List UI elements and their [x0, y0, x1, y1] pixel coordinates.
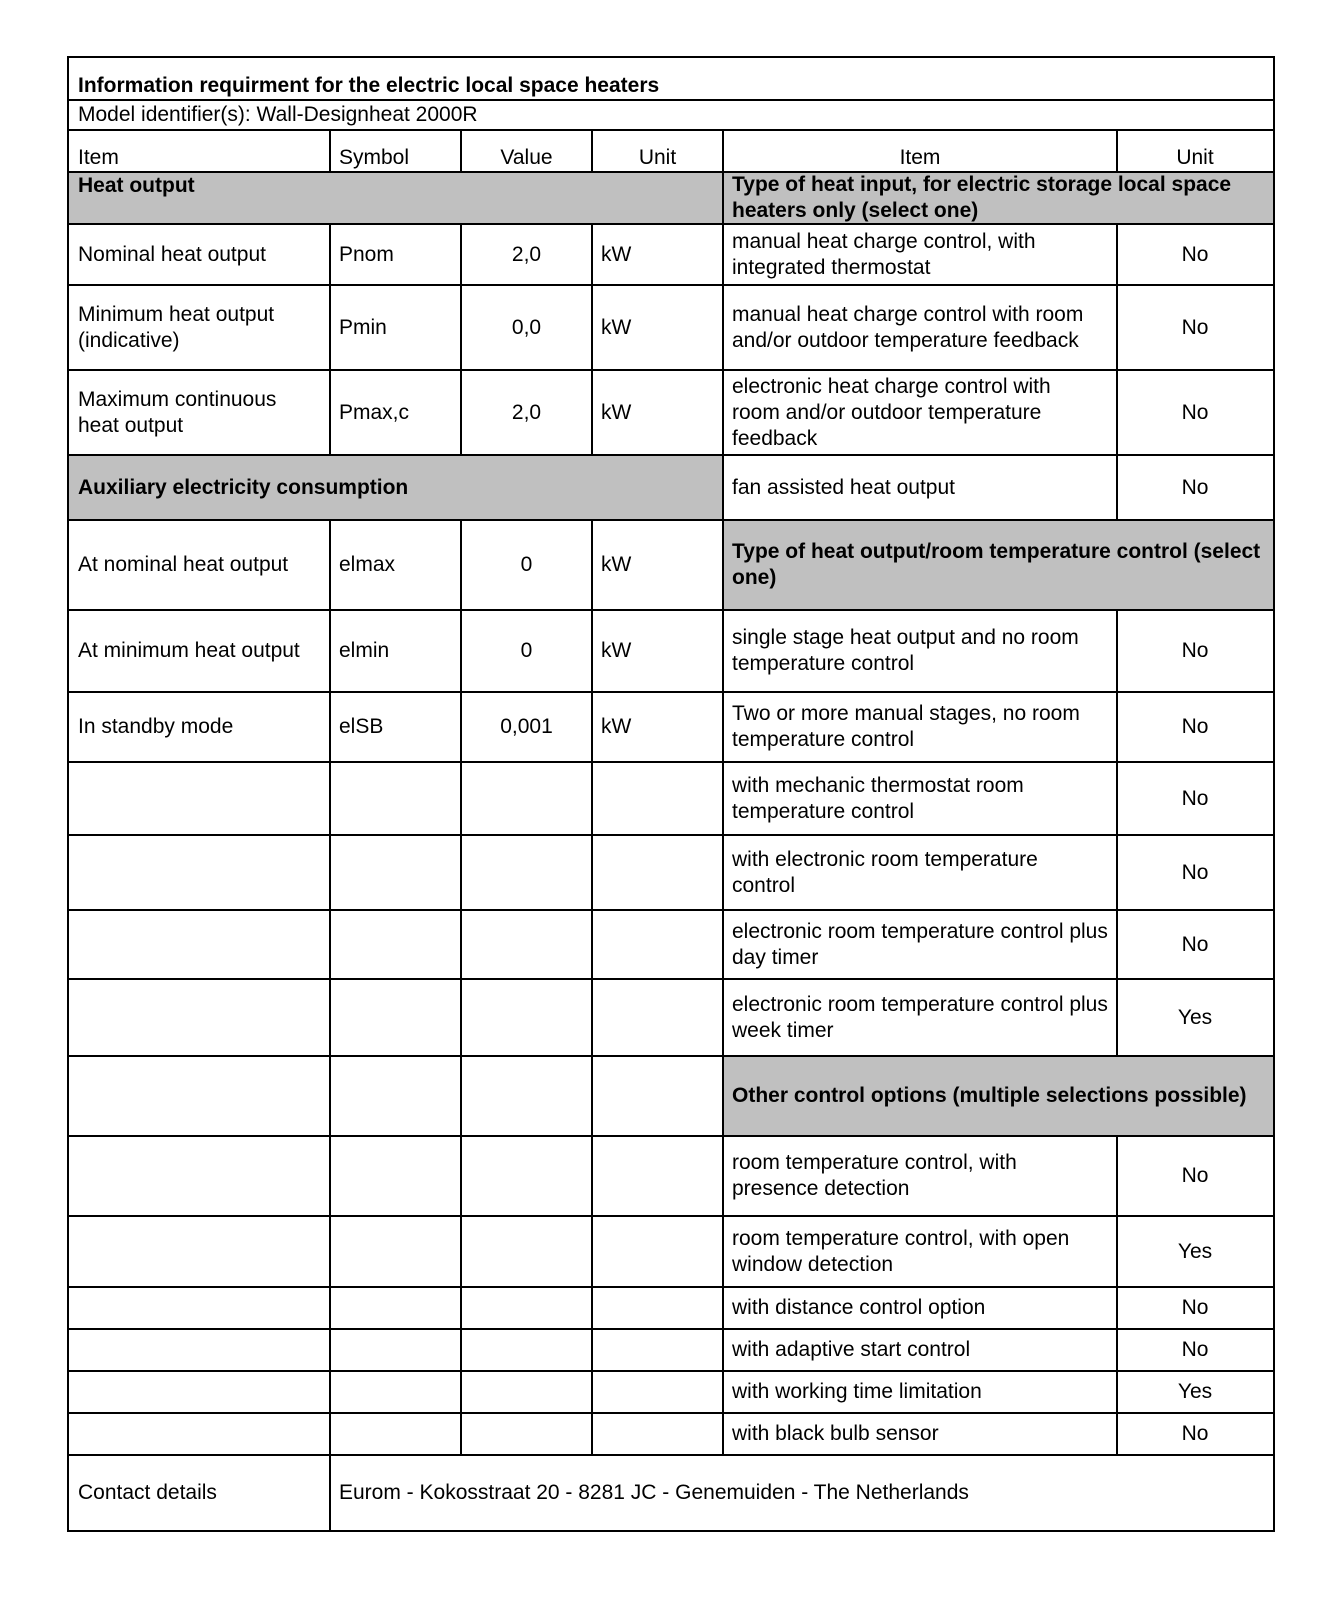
left-symbol: Pnom [339, 242, 394, 266]
right-item: electronic heat charge control with room and/or outdoor temperature feedback [732, 374, 1051, 450]
right-item: with adaptive start control [732, 1338, 971, 1361]
left-item: At minimum heat output [78, 639, 300, 662]
left-symbol: Pmax,c [339, 400, 410, 424]
section-aux: Auxiliary electricity consumption [69, 455, 723, 520]
left-symbol: elSB [339, 715, 384, 738]
left-symbol: Pmin [339, 315, 387, 339]
header-value: Value [500, 146, 553, 169]
table-row [69, 610, 1273, 692]
header-unit: Unit [638, 146, 677, 169]
right-item: with black bulb sensor [732, 1422, 939, 1445]
right-unit: No [1181, 932, 1209, 956]
model-row [69, 100, 1273, 130]
table-row [69, 370, 1273, 455]
grid-line [722, 130, 724, 1455]
grid-line [69, 284, 1273, 286]
grid-line [69, 99, 1273, 101]
section-storage-input: Type of heat input, for electric storage local space heaters only (select one) [723, 172, 1273, 224]
grid-line [1116, 1136, 1118, 1455]
info-table [67, 56, 1275, 1532]
right-unit: No [1181, 1164, 1209, 1187]
right-unit: No [1181, 639, 1209, 662]
grid-line [69, 609, 1273, 611]
grid-line [591, 130, 593, 172]
right-unit: No [1181, 715, 1209, 738]
left-value: 2,0 [511, 242, 542, 266]
right-item: fan assisted heat output [732, 475, 955, 499]
table-row [69, 1136, 1273, 1216]
left-value: 2,0 [511, 400, 542, 424]
grid-line [69, 691, 1273, 693]
grid-line [329, 520, 331, 1530]
right-unit: No [1181, 860, 1209, 884]
header-row [69, 130, 1273, 172]
grid-line [69, 1286, 1273, 1288]
table-row [69, 1371, 1273, 1413]
right-unit: No [1181, 315, 1209, 339]
contact-label: Contact details [78, 1480, 217, 1504]
grid-line [329, 224, 331, 455]
right-unit: No [1181, 1338, 1209, 1361]
header-item: Item [78, 146, 119, 169]
section-other-options: Other control options (multiple selections possible) [723, 1056, 1273, 1136]
grid-line [460, 520, 462, 1455]
contact-row [69, 1455, 1273, 1530]
grid-line [69, 1370, 1273, 1372]
left-unit: kW [601, 400, 632, 424]
grid-line [460, 224, 462, 455]
grid-line [69, 761, 1273, 763]
right-item: with working time limitation [732, 1380, 982, 1403]
right-unit: Yes [1177, 1239, 1213, 1263]
model-identifier: Model identifier(s): Wall-Designheat 2000R [78, 103, 478, 126]
right-unit: No [1181, 786, 1209, 810]
grid-line [69, 519, 1273, 521]
grid-line [69, 1454, 1273, 1456]
left-unit: kW [601, 553, 632, 576]
table-row [69, 762, 1273, 835]
table-row [69, 910, 1273, 979]
left-unit: kW [601, 315, 632, 339]
right-item: with mechanic thermostat room temperature control [732, 773, 1024, 823]
section-heat-output: Heat output [69, 172, 723, 224]
right-item: room temperature control, with open window detection [732, 1226, 1070, 1276]
right-item: Two or more manual stages, no room temperature control [732, 702, 1080, 751]
left-symbol: elmin [339, 639, 390, 662]
contact-value: Eurom - Kokosstraat 20 - 8281 JC - Genemuiden - The Netherlands [339, 1480, 969, 1504]
right-unit: No [1181, 400, 1209, 424]
grid-line [69, 223, 1273, 225]
right-unit: No [1181, 242, 1209, 266]
section-row-3 [69, 1056, 1273, 1136]
left-symbol: elmax [339, 553, 396, 576]
grid-line [69, 834, 1273, 836]
left-item: Maximum continuous heat output [78, 387, 277, 437]
section-row-2 [69, 455, 1273, 520]
grid-line [69, 171, 1273, 173]
right-unit: Yes [1177, 1380, 1213, 1403]
right-unit: Yes [1177, 1005, 1213, 1029]
table-row [69, 520, 1273, 610]
right-item: electronic room temperature control plus day timer [732, 919, 1108, 969]
right-unit: No [1181, 475, 1209, 499]
table-row [69, 1329, 1273, 1371]
table-row [69, 979, 1273, 1056]
grid-line [69, 1055, 1273, 1057]
grid-line [591, 520, 593, 1455]
grid-line [69, 454, 1273, 456]
grid-line [69, 369, 1273, 371]
table-row [69, 285, 1273, 370]
grid-line [1116, 610, 1118, 1056]
grid-line [69, 978, 1273, 980]
grid-line [69, 1328, 1273, 1330]
grid-line [69, 1412, 1273, 1414]
left-value: 0 [520, 553, 533, 576]
right-item: with distance control option [732, 1296, 986, 1319]
table-row [69, 1216, 1273, 1287]
right-item: manual heat charge control with room and/or outdoor temperature feedback [732, 302, 1084, 352]
left-unit: kW [601, 715, 632, 738]
grid-line [460, 130, 462, 172]
left-unit: kW [601, 242, 632, 266]
section-row-1 [69, 172, 1273, 224]
grid-line [329, 130, 331, 172]
title-row [69, 58, 1273, 100]
table-row [69, 835, 1273, 910]
grid-line [69, 1215, 1273, 1217]
grid-line [1116, 224, 1118, 520]
table-row [69, 1287, 1273, 1329]
header-right-unit: Unit [1176, 146, 1214, 169]
right-unit: No [1181, 1422, 1209, 1445]
grid-line [1116, 130, 1118, 172]
table-title: Information requirment for the electric local space heaters [78, 74, 660, 97]
right-item: manual heat charge control, with integrated thermostat [732, 229, 1036, 279]
table-row [69, 1413, 1273, 1455]
right-unit: No [1181, 1296, 1209, 1319]
right-item: room temperature control, with presence detection [732, 1151, 1017, 1200]
left-unit: kW [601, 639, 632, 662]
right-item: single stage heat output and no room temperature control [732, 626, 1079, 675]
left-value: 0,0 [511, 315, 542, 339]
header-right-item: Item [899, 146, 941, 169]
left-item: At nominal heat output [78, 553, 289, 576]
section-room-control: Type of heat output/room temperature control (select one) [723, 520, 1273, 610]
table-row [69, 224, 1273, 285]
grid-line [69, 129, 1273, 131]
grid-line [69, 909, 1273, 911]
left-value: 0,001 [500, 715, 553, 738]
table-row [69, 692, 1273, 762]
grid-line [69, 1135, 1273, 1137]
grid-line [591, 224, 593, 455]
left-item: Nominal heat output [78, 242, 266, 266]
left-value: 0 [520, 639, 533, 662]
header-symbol: Symbol [339, 146, 410, 169]
left-item: In standby mode [78, 715, 234, 738]
right-item: with electronic room temperature control [732, 847, 1038, 897]
left-item: Minimum heat output (indicative) [78, 302, 275, 352]
right-item: electronic room temperature control plus week timer [732, 992, 1108, 1042]
